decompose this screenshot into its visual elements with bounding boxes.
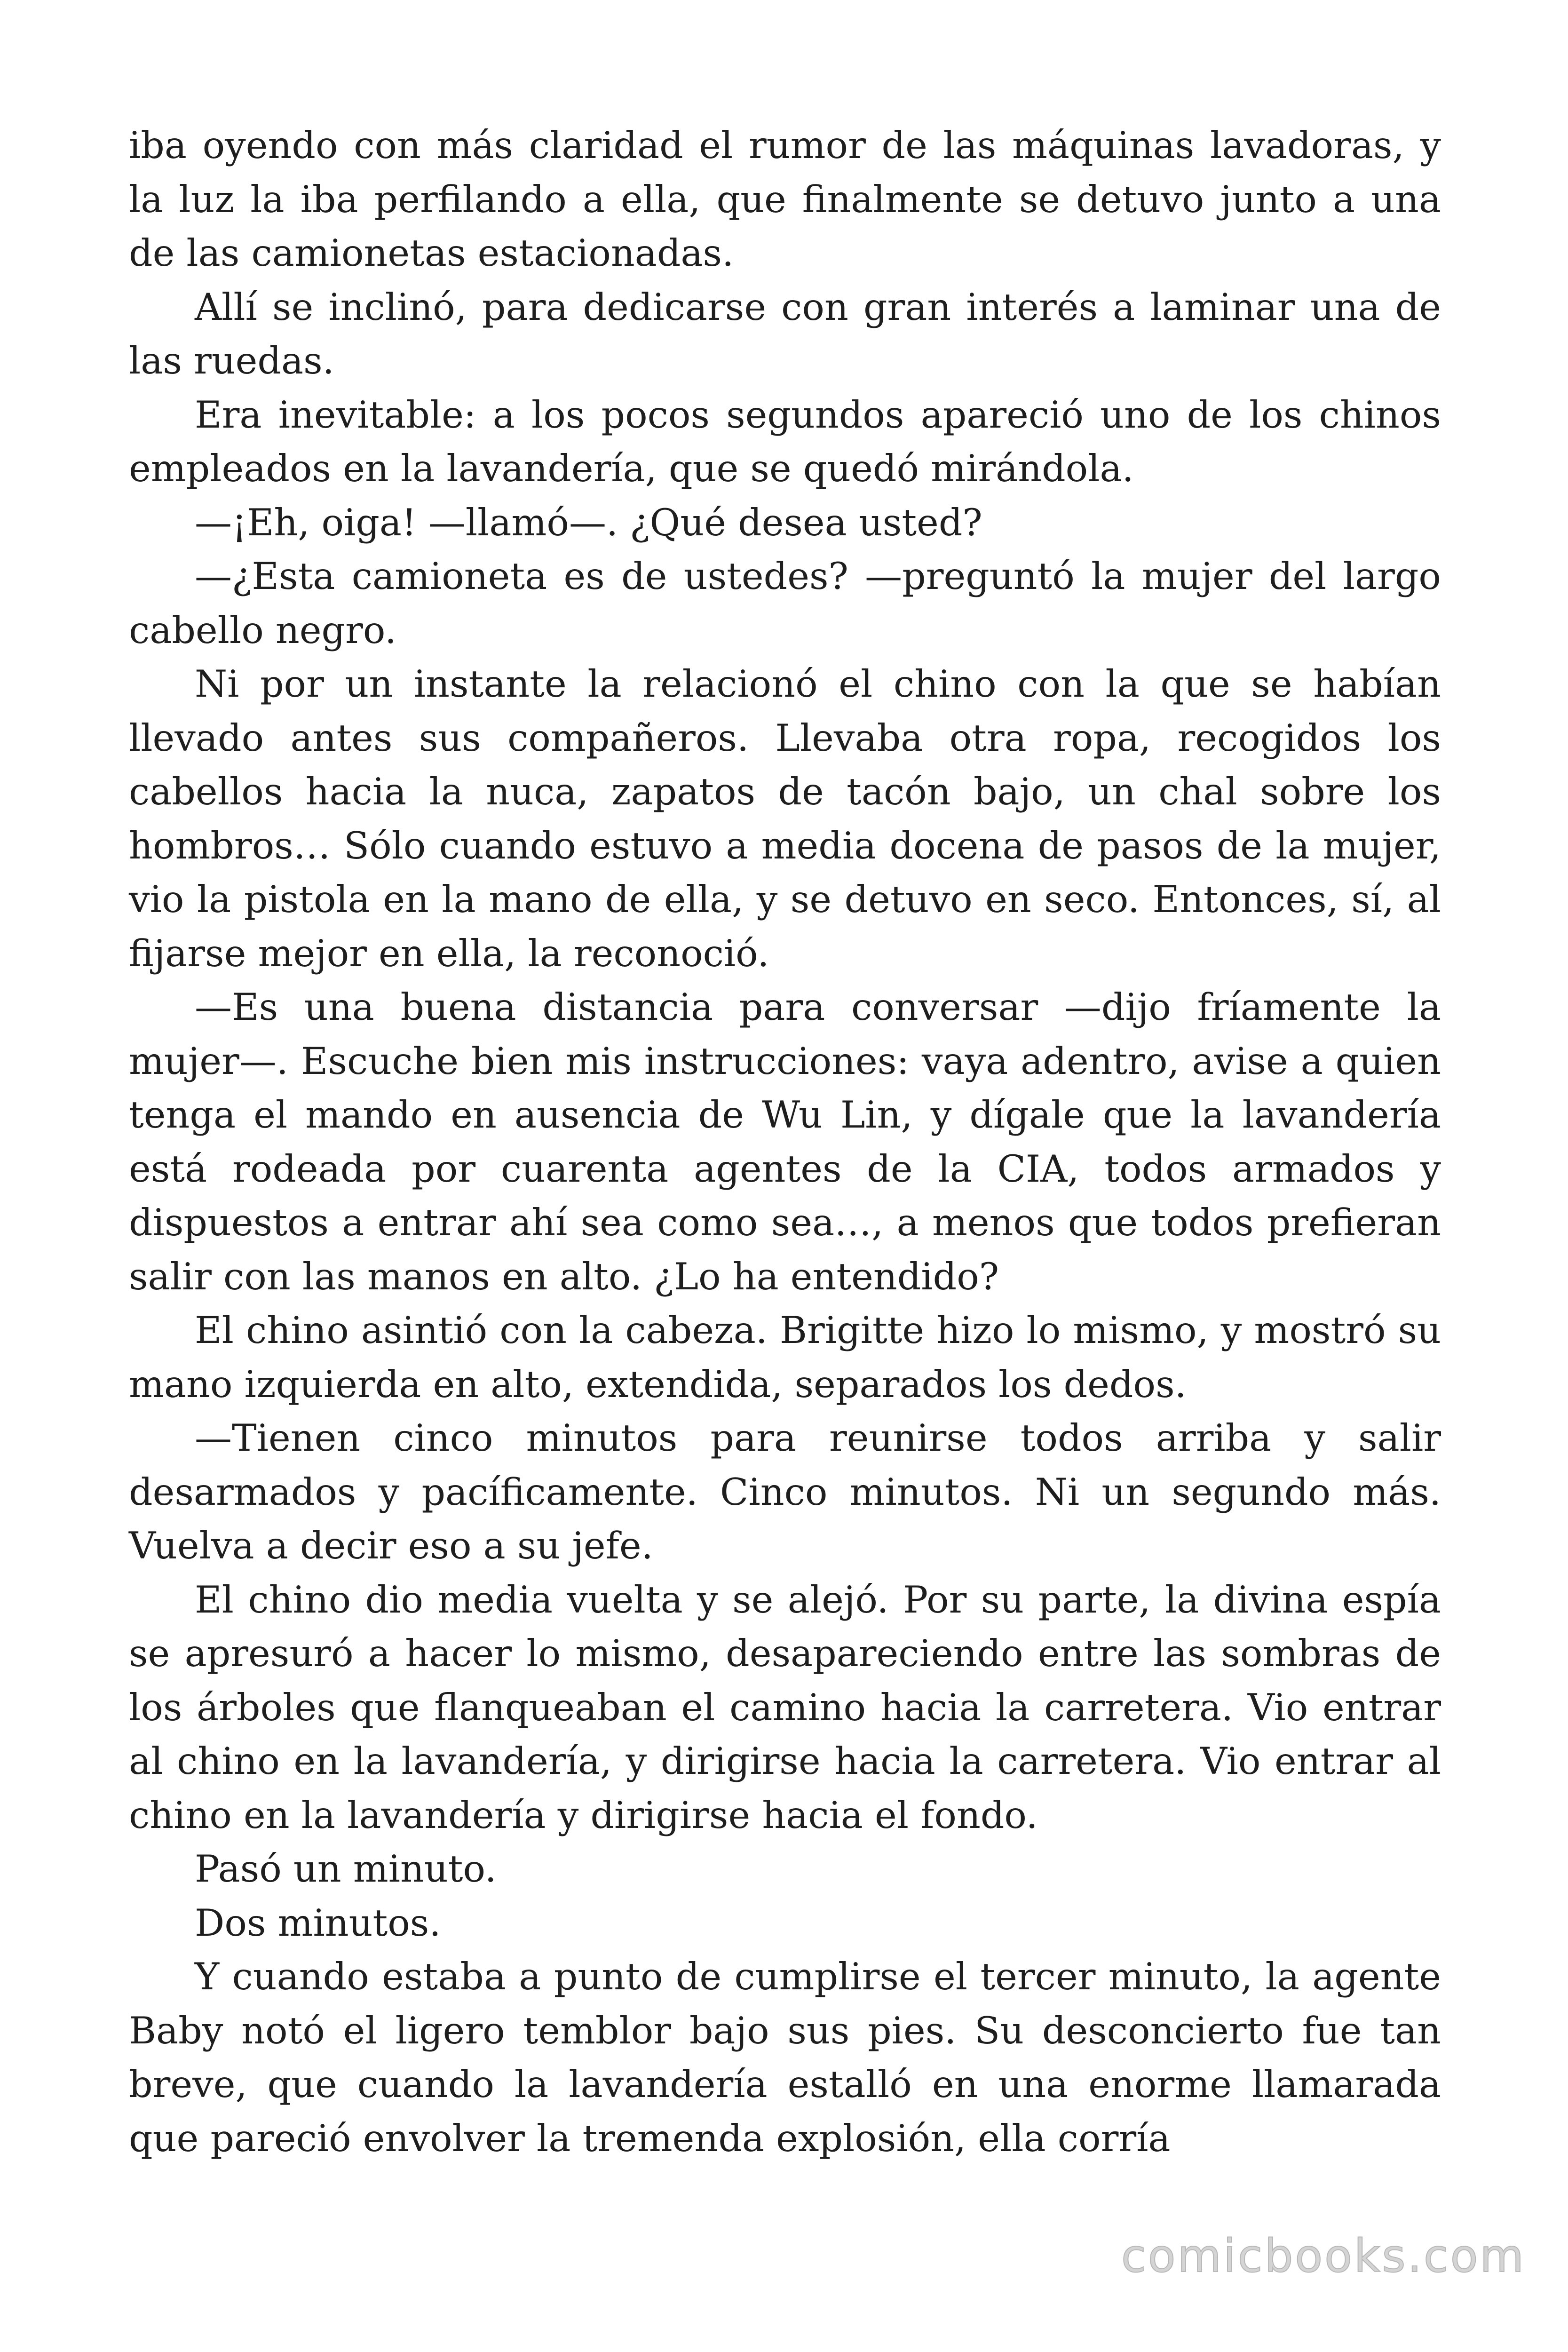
paragraph: Y cuando estaba a punto de cumplirse el tercer minuto, la agente Baby notó el ligero temblor bajo sus pies. Su desconcierto fue tan breve, que cuando la lavandería estalló en una enorme llamarada que pareció envolver la tremenda explosión, ella corría	[129, 1955, 1441, 2160]
paragraph: Allí se inclinó, para dedicarse con gran interés a laminar una de las ruedas.	[129, 285, 1441, 382]
dialogue-paragraph: —Tienen cinco minutos para reunirse todos arriba y salir desarmados y pacíficamente. Cinco minutos. Ni un segundo más. Vuelva a decir eso a su jefe.	[129, 1416, 1441, 1567]
paragraph: Era inevitable: a los pocos segundos apareció uno de los chinos empleados en la lavandería, que se quedó mirándola.	[129, 393, 1441, 490]
watermark: comicbooks.com	[1121, 2230, 1526, 2282]
dialogue-paragraph: —Es una buena distancia para conversar —dijo fríamente la mujer—. Escuche bien mis instrucciones: vaya adentro, avise a quien tenga el mando en ausencia de Wu Lin, y dígale que la lavandería está rodeada por cuarenta agentes de la CIA, todos armados y dispuestos a entrar ahí sea como sea…, a menos que todos prefieran salir con las manos en alto. ¿Lo ha entendido?	[129, 985, 1441, 1298]
book-page-text	[129, 119, 1441, 2165]
dialogue-paragraph: —¿Esta camioneta es de ustedes? —preguntó la mujer del largo cabello negro.	[129, 555, 1441, 652]
dialogue-paragraph: —¡Eh, oiga! —llamó—. ¿Qué desea usted?	[195, 501, 982, 544]
paragraph: Ni por un instante la relacionó el chino con la que se habían llevado antes sus compañeros. Llevaba otra ropa, recogidos los cabellos hacia la nuca, zapatos de tacón bajo, un chal sobre los hombros… Sólo cuando estuvo a media docena de pasos de la mujer, vio la pistola en la mano de ella, y se detuvo en seco. Entonces, sí, al fijarse mejor en ella, la reconoció.	[129, 662, 1441, 975]
paragraph: iba oyendo con más claridad el rumor de las máquinas lavadoras, y la luz la iba perfilando a ella, que finalmente se detuvo junto a una de las camionetas estacionadas.	[129, 124, 1441, 275]
paragraph: El chino asintió con la cabeza. Brigitte hizo lo mismo, y mostró su mano izquierda en alto, extendida, separados los dedos.	[129, 1309, 1441, 1406]
paragraph: Pasó un minuto.	[195, 1847, 497, 1891]
paragraph: El chino dio media vuelta y se alejó. Por su parte, la divina espía se apresuró a hacer lo mismo, desapareciendo entre las sombras de los árboles que flanqueaban el camino hacia la carretera. Vio entrar al chino en la lavandería, y dirigirse hacia la carretera. Vio entrar al chino en la lavandería y dirigirse hacia el fondo.	[129, 1578, 1441, 1837]
paragraph: Dos minutos.	[195, 1901, 441, 1945]
